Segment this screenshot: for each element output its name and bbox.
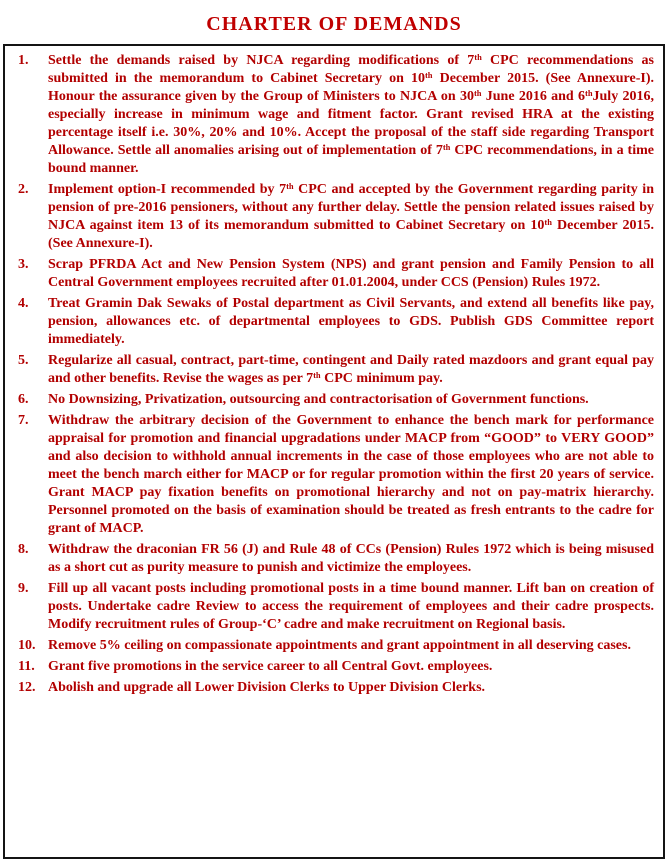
list-item [10, 256, 654, 292]
item-number: 7. [18, 413, 29, 428]
item-text: Treat Gramin Dak Sewaks of Postal department as Civil Servants, and extend all benefits like pay, pension, allowances etc. of departmental employees to GDS. Publish GDS Committee report immediately. [48, 296, 654, 347]
list-item [10, 679, 654, 697]
item-number: 4. [18, 296, 29, 311]
demands-list-box [3, 44, 665, 859]
item-number: 12. [18, 680, 36, 695]
item-text: Regularize all casual, contract, part-time, contingent and Daily rated mazdoors and grant equal pay and other benefits. Revise the wages as per 7ᵗʰ CPC minimum pay. [48, 353, 654, 386]
item-number: 1. [18, 53, 29, 68]
list-item [10, 52, 654, 178]
list-item [10, 352, 654, 388]
item-number: 5. [18, 353, 29, 368]
list-item [10, 181, 654, 253]
item-number: 10. [18, 638, 36, 653]
item-text: Grant five promotions in the service career to all Central Govt. employees. [48, 659, 493, 674]
item-number: 8. [18, 542, 29, 557]
item-number: 11. [18, 659, 35, 674]
item-text: Abolish and upgrade all Lower Division Clerks to Upper Division Clerks. [48, 680, 486, 695]
list-item [10, 580, 654, 634]
list-item [10, 658, 654, 676]
item-text: Scrap PFRDA Act and New Pension System (NPS) and grant pension and Family Pension to all Central Government employees recruited after 01.01.2004, under CCS (Pension) Rules 1972. [48, 257, 654, 290]
item-text: Withdraw the draconian FR 56 (J) and Rule 48 of CCs (Pension) Rules 1972 which is being misused as a short cut as purity measure to punish and victimize the employees. [48, 542, 654, 575]
item-number: 6. [18, 392, 29, 407]
item-text: Implement option-I recommended by 7ᵗʰ CPC and accepted by the Government regarding parity in pension of pre-2016 pensioners, without any further delay. Settle the pension related issues raised by NJCA against item 13 of its memorandum submitted to Cabinet Secretary on 10ᵗʰ December 2015. (See Annexure-I). [48, 182, 654, 251]
list-item [10, 412, 654, 538]
page-title: CHARTER OF DEMANDS [206, 13, 462, 35]
item-text: No Downsizing, Privatization, outsourcing and contractorisation of Government functions. [48, 392, 589, 407]
list-item [10, 295, 654, 349]
list-item [10, 637, 654, 655]
item-number: 9. [18, 581, 29, 596]
item-number: 2. [18, 182, 29, 197]
list-item [10, 541, 654, 577]
item-text: Fill up all vacant posts including promotional posts in a time bound manner. Lift ban on creation of posts. Undertake cadre Review to access the requirement of employees and their cadre prospects. Modify recruitment rules of Group-‘C’ cadre and make recruitment on Regional basis. [48, 581, 654, 632]
list-item [10, 391, 654, 409]
item-number: 3. [18, 257, 29, 272]
item-text: Withdraw the arbitrary decision of the Government to enhance the bench mark for performance appraisal for promotion and financial upgradations under MACP from “GOOD” to VERY GOOD” and also decision to withhold annual increments in the case of those employees who are not able to meet the bench march either for MACP or for regular promotion within the first 20 years of service. Grant MACP pay fixation benefits on promotional hierarchy and not on pay-matrix hierarchy. Personnel promoted on the basis of examination should be treated as fresh entrants to the cadre for grant of MACP. [48, 413, 654, 536]
item-text: Remove 5% ceiling on compassionate appointments and grant appointment in all deserving cases. [48, 638, 631, 653]
item-text: Settle the demands raised by NJCA regarding modifications of 7ᵗʰ CPC recommendations as submitted in the memorandum to Cabinet Secretary on 10ᵗʰ December 2015. (See Annexure-I). Honour the assurance given by the Group of Ministers to NJCA on 30ᵗʰ June 2016 and 6ᵗʰJuly 2016, especially increase in minimum wage and fitment factor. Grant revised HRA at the existing percentage itself i.e. 30%, 20% and 10%. Accept the proposal of the staff side regarding Transport Allowance. Settle all anomalies arising out of implementation of 7ᵗʰ CPC recommendations, in a time bound manner. [48, 53, 654, 176]
